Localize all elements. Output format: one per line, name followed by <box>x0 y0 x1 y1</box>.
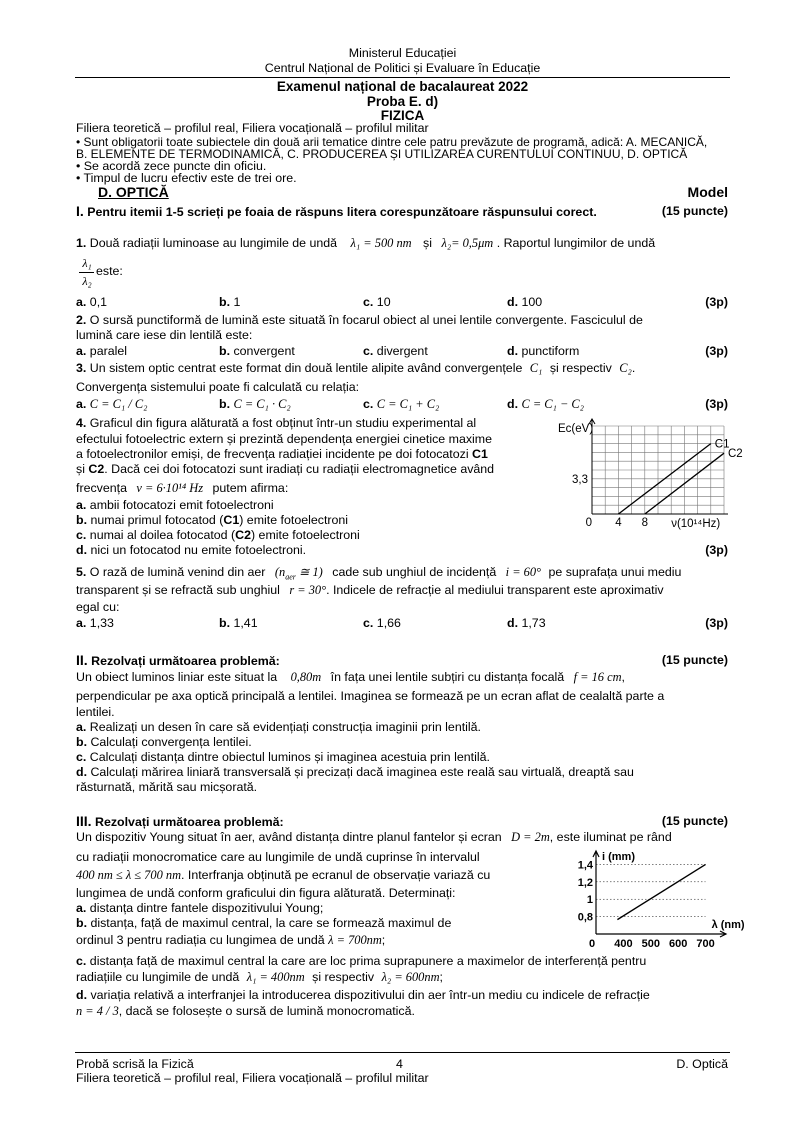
bullet-1b: B. ELEMENTE DE TERMODINAMICĂ, C. PRODUCEREA ȘI UTILIZAREA CURENTULUI CONTINUU, D. OPTICĂ <box>76 147 688 161</box>
q5-option-c: c. 1,66 <box>363 616 401 630</box>
q3-option-c: c. C = C₁ + C₂ <box>363 397 440 411</box>
part3-points: (15 puncte) <box>661 814 728 828</box>
q1-option-c: c. 10 <box>363 295 391 309</box>
q3-line2: Convergența sistemului poate fi calculată cu relația: <box>76 380 360 394</box>
section-title: D. OPTICĂ <box>98 184 169 200</box>
q4-option-a: a. ambii fotocatozi emit fotoelectroni <box>76 498 274 512</box>
q3-line1: 3. Un sistem optic centrat este format din două lentile alipite având convergențele C₁ și respectiv C₂. <box>76 361 636 375</box>
part2-line1: Un obiect luminos liniar este situat la 0,80m în fața unei lentile subțiri cu distanța focală f = 16 cm, <box>76 670 625 684</box>
q1-text-b: . Raportul lungimilor de undă <box>496 236 656 250</box>
q1-num: 1. <box>76 236 87 250</box>
chart2-xtick: 400 <box>614 938 633 950</box>
q5-option-d: d. 1,73 <box>507 616 546 630</box>
chart1-xtick: 8 <box>641 517 649 529</box>
part1-num: I. <box>76 203 84 219</box>
chart2-ytick: 1,4 <box>577 859 593 872</box>
q3-option-a: a. C = C₁ / C₂ <box>76 397 148 411</box>
q3-option-b: b. C = C₁ · C₂ <box>219 397 291 411</box>
part2-heading: II. Rezolvați următoarea problemă: <box>76 652 280 668</box>
q2-score: (3p) <box>705 344 728 358</box>
chart2-xtick: 0 <box>588 938 596 950</box>
q1-frac-bar <box>79 272 94 273</box>
part2-a: a. Realizați un desen în care să evidențiați construcția imaginii prin lentilă. <box>76 720 481 734</box>
footer-left: Probă scrisă la Fizică <box>76 1057 194 1071</box>
center-name: Centrul Național de Politici și Evaluare în Educație <box>264 61 541 75</box>
part3-c1: c. distanța față de maximul central la care are loc prima suprapunere a maximelor de interferență pentru <box>76 954 647 968</box>
proba: Proba E. d) <box>366 94 439 109</box>
chart1-xlabel: ν(10¹⁴Hz) <box>671 518 721 530</box>
q3-c2: C₂ <box>619 361 632 375</box>
part2-d2: răsturnată, mărită sau micșorată. <box>76 780 258 794</box>
chart2-ytick: 1,2 <box>577 876 593 889</box>
q2-line1 <box>76 313 728 327</box>
chart2-xtick: 600 <box>668 938 688 950</box>
q5-option-b: b. 1,41 <box>219 616 258 630</box>
q5-score: (3p) <box>705 616 728 630</box>
header-rule <box>75 77 730 78</box>
q4-line4: și C2. Dacă cei doi fotocatozi sunt iradiați cu radiații electromagnetice având <box>76 462 495 476</box>
q4-option-d: d. nici un fotocatod nu emite fotoelectroni. <box>76 543 307 557</box>
q3-c1: C₁ <box>529 361 543 375</box>
q3-text: Un sistem optic centrat este format din două lentile alipite având convergențele <box>89 361 523 375</box>
q5-option-a: a. 1,33 <box>76 616 114 630</box>
chart2-series <box>617 864 705 919</box>
q4-num: 4. <box>76 416 87 430</box>
chart1-legend-C1: C1 <box>714 438 730 451</box>
part3-line3: 400 nm ≤ λ ≤ 700 nm. Interfranja obținută pe ecranul de observație variază cu <box>76 868 491 882</box>
q4-line2: efectului fotoelectric extern și prezintă dependența energiei cinetice maxime <box>76 432 493 446</box>
q1-and: și <box>423 236 432 250</box>
part2-c: c. Calculați distanța dintre obiectul luminos și imaginea acestuia prin lentilă. <box>76 750 490 764</box>
exam-title: Examenul național de bacalaureat 2022 <box>276 79 529 94</box>
interfringe-chart <box>570 848 745 950</box>
part2-line2: perpendicular pe axa optică principală a lentilei. Imaginea se formează pe un ecran aflat de cealaltă parte a <box>76 689 665 703</box>
q1-lambda2: λ₂= 0,5μm <box>441 236 494 250</box>
part3-b1: b. distanța, față de maximul central, la care se formează maximul de <box>76 916 452 930</box>
q2-option-c: c. divergent <box>363 344 428 358</box>
q4-line5: frecvența ν = 6·10¹⁴ Hz putem afirma: <box>76 481 289 495</box>
part3-a: a. distanța dintre fantele dispozitivului Young; <box>76 901 324 915</box>
q2-text: O sursă punctiformă de lumină este situată în focarul obiect al unei lentile convergente. Fasciculul de <box>89 313 643 327</box>
part3-heading: III. Rezolvați următoarea problemă: <box>76 813 284 829</box>
part2-d1: d. Calculați mărirea liniară transversală și precizați dacă imaginea este reală sau virtuală, dreaptă sau <box>76 765 634 779</box>
q5-line3: egal cu: <box>76 600 120 614</box>
part3-line2: cu radiații monocromatice care au lungimile de undă cuprinse în intervalul <box>76 850 480 864</box>
part3-c2: radiațiile cu lungimile de undă λ₁ = 400nm și respectiv λ₂ = 600nm; <box>76 970 443 984</box>
q1-score: (3p) <box>705 295 728 309</box>
chart2-xlabel: λ (nm) <box>711 919 745 931</box>
q3-option-d: d. C = C₁ − C₂ <box>507 397 584 411</box>
q4-line3: a fotoelectronilor emiși, de frecvența radiației incidente pe doi fotocatozi C1 <box>76 447 488 461</box>
part3-line4: lungimea de undă conform graficului din figura alăturată. Determinați: <box>76 886 456 900</box>
q1-lambda1: λ₁ = 500 nm <box>350 236 412 250</box>
q1-option-d: d. 100 <box>507 295 543 309</box>
chart2-labels <box>578 851 745 950</box>
chart1-grid <box>592 426 724 514</box>
part3-d1: d. variația relativă a interfranjei la introducerea dispozitivului din aer într-un mediu cu indicele de refracție <box>76 988 650 1002</box>
q2-option-a: a. paralel <box>76 344 127 358</box>
filiera: Filiera teoretică – profilul real, Filiera vocațională – profilul militar <box>76 121 429 135</box>
q1-frac-den: λ₂ <box>82 274 92 288</box>
q4-line1: 4. Graficul din figura alăturată a fost obținut într-un studiu experimental al <box>76 416 477 430</box>
part2-b: b. Calculați convergența lentilei. <box>76 735 252 749</box>
ministry: Ministerul Educației <box>348 46 457 60</box>
photoelectric-chart <box>558 418 743 534</box>
q5-line2: transparent și se refractă sub unghiul r = 30°. Indicele de refracție al mediului transparent este aproximativ <box>76 583 664 597</box>
footer-bottom: Filiera teoretică – profilul real, Filiera vocațională – profilul militar <box>76 1071 429 1085</box>
part3-b2: ordinul 3 pentru radiația cu lungimea de undă λ = 700nm; <box>76 933 386 947</box>
chart2-xtick: 700 <box>696 938 715 950</box>
chart2-xtick: 500 <box>641 938 660 950</box>
q1-text-c: este: <box>96 264 123 278</box>
q4-score: (3p) <box>705 543 728 557</box>
part1-title: Pentru itemii 1-5 scrieți pe foaia de răspuns litera corespunzătoare răspunsului corect. <box>87 205 597 219</box>
part2-points: (15 puncte) <box>661 653 728 667</box>
q2-num: 2. <box>76 313 87 327</box>
q1-text-a: Două radiații luminoase au lungimile de undă <box>89 236 338 250</box>
footer-page: 4 <box>396 1057 403 1071</box>
q3-num: 3. <box>76 361 87 375</box>
chart2-ylabel: i (mm) <box>602 851 635 863</box>
part3-d2: n = 4 / 3, dacă se folosește o sursă de lumină monocromatică. <box>76 1004 415 1018</box>
q2-option-d: d. punctiform <box>507 344 580 358</box>
chart2-series-line <box>617 864 705 919</box>
chart1-xtick: 4 <box>615 517 622 529</box>
q1-line1 <box>76 236 728 251</box>
chart1-ylabel: Ec(eV) <box>558 423 594 435</box>
footer-right: D. Optică <box>676 1057 728 1071</box>
bullet-1a: • Sunt obligatorii toate subiectele din două arii tematice dintre cele patru prevăzute de programă, adică: A. MECANICĂ, <box>76 135 708 149</box>
part1-points: (15 puncte) <box>661 204 728 218</box>
bullet-3: • Timpul de lucru efectiv este de trei ore. <box>76 171 297 185</box>
chart2-ytick: 0,8 <box>577 911 593 924</box>
bullet-2: • Se acordă zece puncte din oficiu. <box>76 159 267 173</box>
q3-and: și respectiv <box>549 361 612 375</box>
chart2-ytick: 1 <box>586 894 593 907</box>
subject: FIZICA <box>380 108 425 123</box>
q2-line2: lumină care iese din lentilă este: <box>76 328 253 342</box>
q4-option-b: b. numai primul fotocatod (C1) emite fotoelectroni <box>76 513 349 527</box>
part2-line3: lentilei. <box>76 705 115 719</box>
footer-rule <box>75 1052 730 1053</box>
chart1-ytick: 3,3 <box>572 473 588 486</box>
part1-heading <box>76 203 728 219</box>
q2-option-b: b. convergent <box>219 344 295 358</box>
q1-frac-num: λ₁ <box>82 256 92 270</box>
q4-option-c: c. numai al doilea fotocatod (C2) emite fotoelectroni <box>76 528 360 542</box>
q3-score: (3p) <box>705 397 728 411</box>
model-label: Model <box>687 184 728 200</box>
q1-option-a: a. 0,1 <box>76 295 108 309</box>
q5-line1: 5. O rază de lumină venind din aer ($n_{aer}$ ≅ 1) cade sub unghiul de incidență i = 60° pe suprafața unui mediu <box>76 565 682 582</box>
part3-line1: Un dispozitiv Young situat în aer, având distanța dintre planul fantelor și ecran D = 2m, este iluminat pe rând <box>76 830 672 844</box>
q1-option-b: b. 1 <box>219 295 241 309</box>
chart1-legend-C2: C2 <box>728 448 743 461</box>
chart1-xtick: 0 <box>585 517 592 529</box>
q5-num: 5. <box>76 565 87 579</box>
